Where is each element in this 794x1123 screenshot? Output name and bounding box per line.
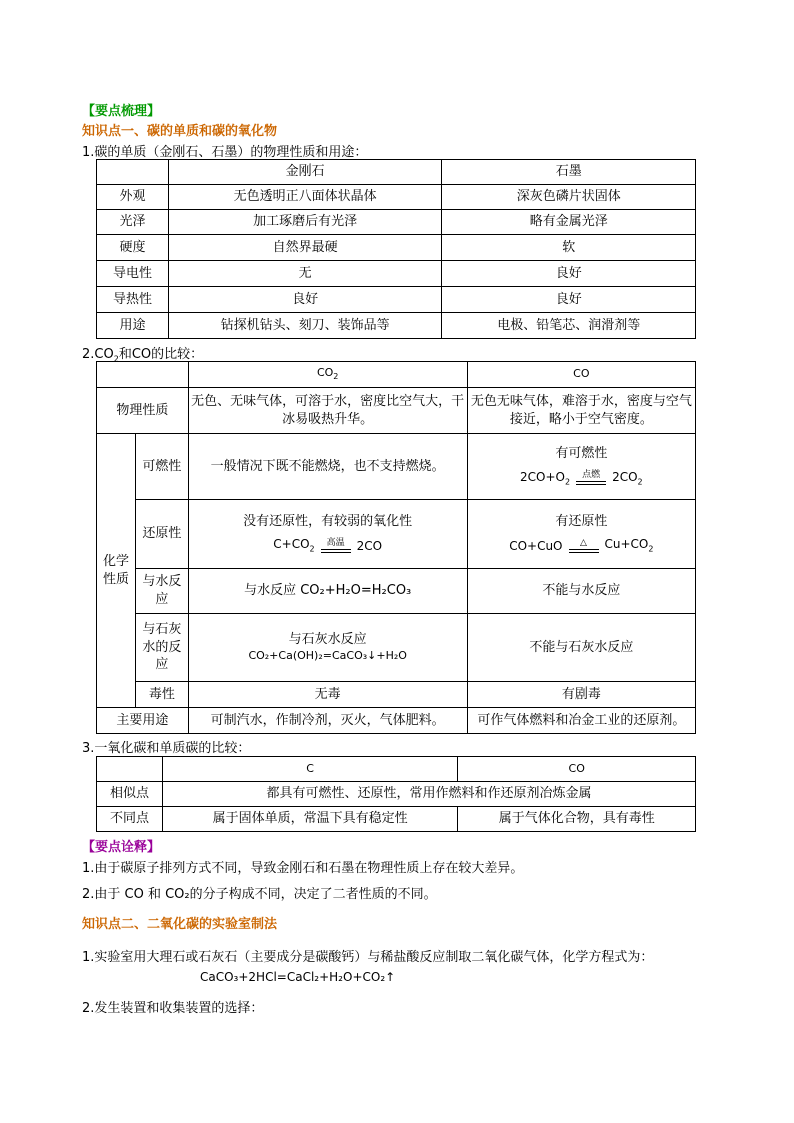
co-reducibility bbox=[467, 500, 695, 569]
kp2-point-1: 1.实验室用大理石或石灰石（主要成分是碳酸钙）与稀盐酸反应制取二氧化碳气体，化学方程式为： bbox=[82, 950, 654, 965]
table1-row-label: 外观 bbox=[97, 185, 169, 210]
table1-row-label: 光泽 bbox=[97, 210, 169, 235]
caco3-hcl-equation: CaCO₃+2HCl=CaCl₂+H₂O+CO₂↑ bbox=[200, 970, 396, 984]
explanation-heading: 【要点诠释】 bbox=[82, 840, 161, 855]
co-carbon-comparison-table bbox=[96, 756, 696, 832]
section-2-title-pre: 2.CO bbox=[82, 347, 114, 362]
co2-limewater-reaction bbox=[188, 614, 467, 682]
table1-row-label: 硬度 bbox=[97, 235, 169, 261]
eq-right: Cu+CO bbox=[604, 537, 649, 552]
eq-left-sub: 2 bbox=[564, 477, 571, 487]
table1-row-label: 导热性 bbox=[97, 287, 169, 313]
limewater-reaction-label: 与石灰水的反应 bbox=[136, 614, 189, 682]
table1-header-diamond: 金刚石 bbox=[168, 160, 442, 185]
table1-cell: 良好 bbox=[442, 287, 696, 313]
table2-header-co2-text: CO bbox=[316, 366, 334, 379]
co2-combustibility: 一般情况下既不能燃烧，也不支持燃烧。 bbox=[188, 434, 467, 500]
table1-header-graphite: 石墨 bbox=[442, 160, 696, 185]
combustibility-label: 可燃性 bbox=[136, 434, 189, 500]
toxicity-label: 毒性 bbox=[136, 682, 189, 708]
co-physical-props: 无色无味气体，难溶于水，密度与空气接近，略小于空气密度。 bbox=[467, 388, 695, 434]
co2-main-uses: 可制汽水，作制冷剂，灭火，气体肥料。 bbox=[188, 708, 467, 734]
co-difference: 属于气体化合物，具有毒性 bbox=[458, 807, 696, 832]
eq-left-sub: 2 bbox=[309, 544, 315, 554]
co-reducibility-text: 有还原性 bbox=[555, 513, 608, 529]
eq-left: CO+CuO bbox=[509, 538, 563, 553]
co2-physical-props: 无色、无味气体，可溶于水，密度比空气大，干冰易吸热升华。 bbox=[188, 388, 467, 434]
eq-right-sub: 2 bbox=[648, 544, 654, 554]
table3-header-co: CO bbox=[458, 757, 696, 782]
eq-right: 2CO bbox=[356, 538, 383, 553]
reaction-condition bbox=[569, 539, 599, 553]
explanation-point-1: 1.由于碳原子排列方式不同，导致金刚石和石墨在物理性质上存在较大差异。 bbox=[82, 861, 524, 876]
co2-carbon-equation bbox=[273, 536, 382, 555]
section-1-title: 1.碳的单质（金刚石、石墨）的物理性质和用途： bbox=[82, 145, 368, 160]
reaction-condition-text: △ bbox=[580, 537, 587, 548]
equals-bar bbox=[576, 481, 606, 485]
co-cuo-equation bbox=[509, 536, 653, 555]
explanation-point-2: 2.由于 CO 和 CO₂的分子构成不同，决定了二者性质的不同。 bbox=[82, 887, 437, 902]
co2-reducibility-text: 没有还原性，有较弱的氧化性 bbox=[243, 513, 413, 529]
physical-props-label: 物理性质 bbox=[97, 388, 189, 434]
co-toxicity: 有剧毒 bbox=[467, 682, 695, 708]
table2-header-co2-sub: 2 bbox=[333, 372, 339, 382]
co-combustibility bbox=[467, 434, 695, 500]
eq-right: 2CO bbox=[612, 469, 638, 484]
co2-water-reaction: 与水反应 CO₂+H₂O=H₂CO₃ bbox=[188, 569, 467, 614]
table1-cell: 良好 bbox=[168, 287, 442, 313]
table1-cell: 无色透明正八面体状晶体 bbox=[168, 185, 442, 210]
carbon-allotropes-table bbox=[96, 159, 696, 339]
table2-header-co: CO bbox=[467, 362, 695, 388]
table1-cell: 软 bbox=[442, 235, 696, 261]
co-combustibility-text: 有可燃性 bbox=[555, 446, 608, 462]
table3-header-c: C bbox=[162, 757, 457, 782]
co2-co-comparison-table bbox=[96, 361, 696, 734]
table3-corner bbox=[97, 757, 163, 782]
table1-cell: 无 bbox=[168, 261, 442, 287]
table1-cell: 自然界最硬 bbox=[168, 235, 442, 261]
eq-left: C+CO bbox=[273, 537, 310, 552]
section-2-title-post: 和CO的比较： bbox=[118, 347, 204, 362]
co2-limewater-equation: CO₂+Ca(OH)₂=CaCO₃↓+H₂O bbox=[248, 648, 407, 662]
section-2-title-sub: 2 bbox=[113, 354, 119, 364]
table1-cell: 钻探机钻头、刻刀、装饰品等 bbox=[168, 313, 442, 339]
section-3-title: 3.一氧化碳和单质碳的比较： bbox=[82, 741, 251, 756]
main-uses-label: 主要用途 bbox=[97, 708, 189, 734]
co-main-uses: 可作气体燃料和冶金工业的还原剂。 bbox=[467, 708, 695, 734]
eq-right-sub: 2 bbox=[637, 477, 643, 487]
table2-corner bbox=[97, 362, 189, 388]
knowledge-point-2-title: 知识点二、二氧化碳的实验室制法 bbox=[82, 917, 278, 932]
table1-cell: 略有金属光泽 bbox=[442, 210, 696, 235]
similarity-label: 相似点 bbox=[97, 782, 163, 807]
c-difference: 属于固体单质，常温下具有稳定性 bbox=[162, 807, 457, 832]
table1-cell: 加工琢磨后有光泽 bbox=[168, 210, 442, 235]
eq-left: 2CO+O bbox=[520, 469, 565, 484]
reducibility-label: 还原性 bbox=[136, 500, 189, 569]
water-reaction-label: 与水反应 bbox=[136, 569, 189, 614]
table1-cell: 深灰色磷片状固体 bbox=[442, 185, 696, 210]
table1-cell: 良好 bbox=[442, 261, 696, 287]
co-combustion-equation bbox=[520, 469, 643, 488]
reaction-condition bbox=[576, 471, 606, 485]
reaction-condition-text: 高温 bbox=[326, 537, 345, 548]
co2-toxicity: 无毒 bbox=[188, 682, 467, 708]
reaction-condition-text: 点燃 bbox=[582, 470, 601, 481]
co2-reducibility bbox=[188, 500, 467, 569]
section-heading-main: 【要点梳理】 bbox=[82, 104, 161, 119]
kp2-point-2: 2.发生装置和收集装置的选择： bbox=[82, 1001, 264, 1016]
table1-row-label: 用途 bbox=[97, 313, 169, 339]
equals-bar bbox=[569, 549, 599, 553]
chemical-props-label bbox=[97, 434, 136, 708]
equals-bar bbox=[321, 549, 351, 553]
table1-row-label: 导电性 bbox=[97, 261, 169, 287]
co-water-reaction: 不能与水反应 bbox=[467, 569, 695, 614]
difference-label: 不同点 bbox=[97, 807, 163, 832]
similarity-text: 都具有可燃性、还原性，常用作燃料和作还原剂冶炼金属 bbox=[162, 782, 695, 807]
table1-cell: 电极、铅笔芯、润滑剂等 bbox=[442, 313, 696, 339]
knowledge-point-1-title: 知识点一、碳的单质和碳的氧化物 bbox=[82, 124, 278, 139]
reaction-condition bbox=[321, 539, 351, 553]
co-limewater-reaction: 不能与石灰水反应 bbox=[467, 614, 695, 682]
co2-limewater-text: 与石灰水反应 bbox=[288, 632, 367, 648]
chemical-props-label-text: 化学性质 bbox=[103, 553, 130, 587]
table1-corner bbox=[97, 160, 169, 185]
table2-header-co2 bbox=[188, 362, 467, 388]
